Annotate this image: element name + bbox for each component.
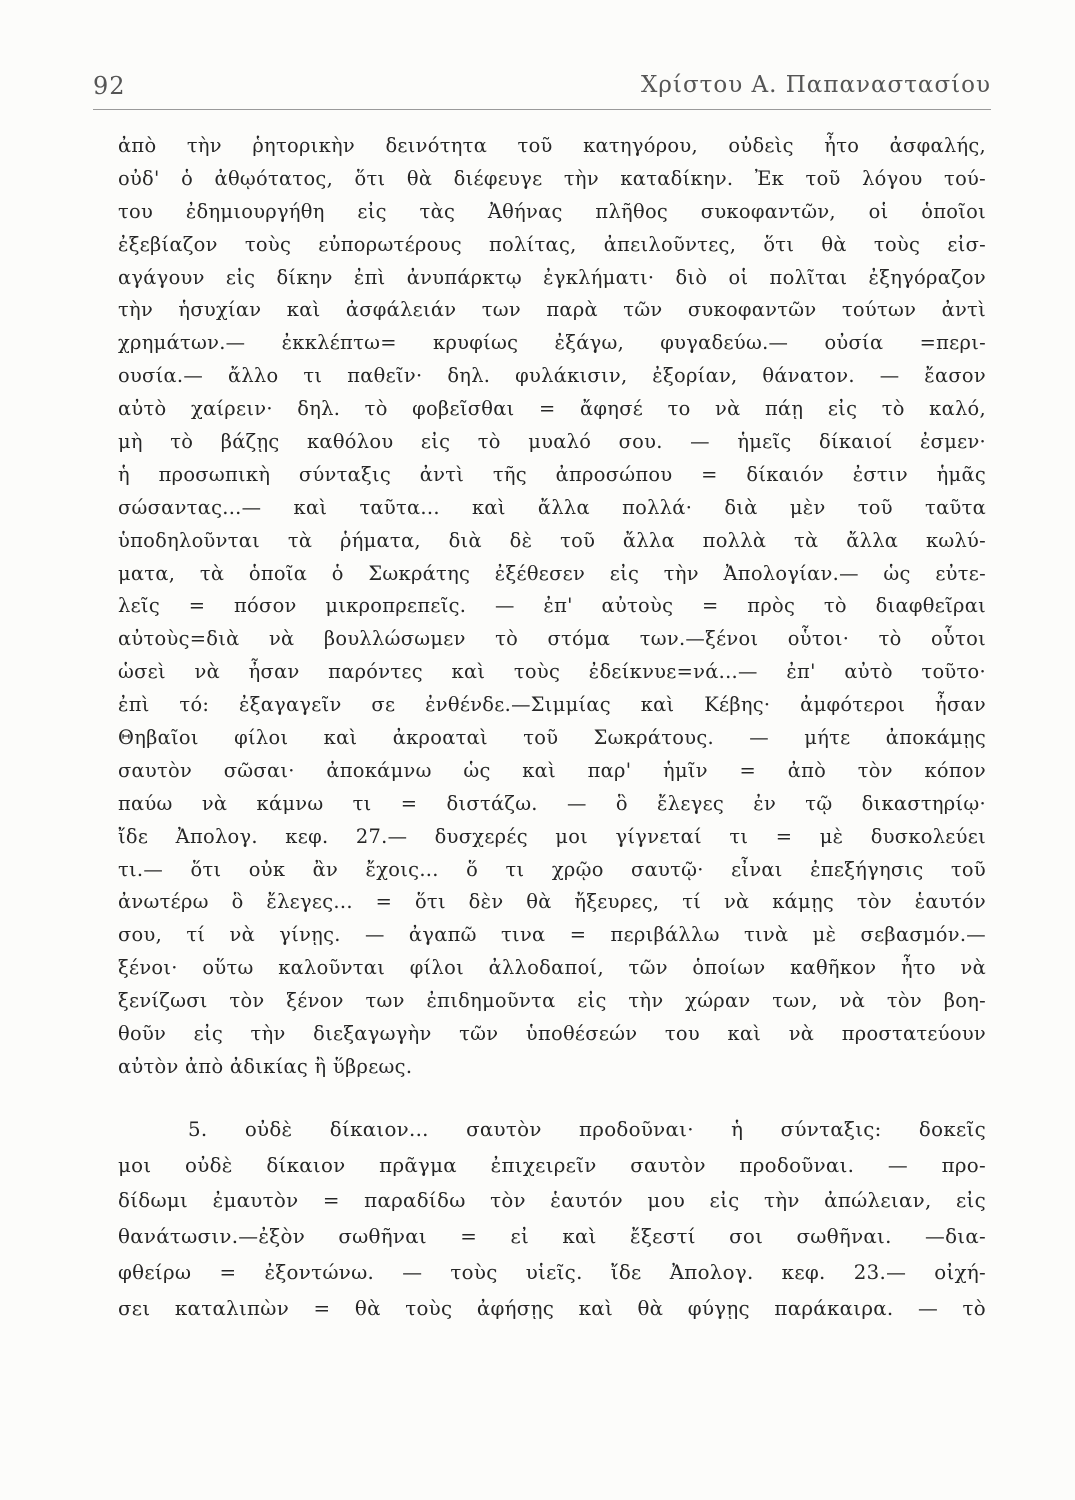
- text-line: ουσία.— ἄλλο τι παθεῖν· δηλ. φυλάκισιν, ἐξορίαν, θάνατον. — ἔασον: [118, 364, 986, 388]
- text-line: ξενίζωσι τὸν ξένον των ἐπιδημοῦντα εἰς τὴν χώραν των, νὰ τὸν βοη-: [118, 989, 986, 1013]
- section-5-line: μοι οὐδὲ δίκαιον πρᾶγμα ἐπιχειρεῖν σαυτὸν προδοῦναι. — προ-: [118, 1153, 986, 1177]
- text-line: του ἐδημιουργήθη εἰς τὰς Ἀθήνας πλῆθος συκοφαντῶν, οἱ ὁποῖοι: [118, 199, 986, 223]
- text-line: αὐτοὺς=διὰ νὰ βουλλώσωμεν τὸ στόμα των.—ξένοι οὗτοι· τὸ οὗτοι: [118, 627, 986, 651]
- text-line: οὐδ' ὁ ἀθῳότατος, ὅτι θὰ διέφευγε τὴν καταδίκην. Ἐκ τοῦ λόγου τού-: [118, 166, 986, 190]
- text-line: σου, τί νὰ γίνῃς. — ἀγαπῶ τινα = περιβάλλω τινὰ μὲ σεβασμόν.—: [118, 923, 986, 947]
- section-5-line: 5. οὐδὲ δίκαιον... σαυτὸν προδοῦναι· ἡ σύνταξις: δοκεῖς: [188, 1117, 986, 1141]
- text-line: τι.— ὅτι οὐκ ἂν ἔχοις... ὅ τι χρῷο σαυτῷ· εἶναι ἐπεξήγησις τοῦ: [118, 857, 986, 881]
- text-line: σαυτὸν σῶσαι· ἀποκάμνω ὡς καὶ παρ' ἡμῖν = ἀπὸ τὸν κόπον: [118, 758, 986, 782]
- text-line: Θηβαῖοι φίλοι καὶ ἀκροαταὶ τοῦ Σωκράτους. — μήτε ἀποκάμῃς: [118, 726, 986, 750]
- text-line: αγάγουν εἰς δίκην ἐπὶ ἀνυπάρκτῳ ἐγκλήματι· διὸ οἱ πολῖται ἐξηγόραζον: [118, 265, 986, 289]
- commentary-text: [118, 130, 986, 1327]
- text-line: ἀπὸ τὴν ῥητορικὴν δεινότητα τοῦ κατηγόρου, οὐδεὶς ἦτο ἀσφαλής,: [118, 134, 986, 157]
- text-line: ἐξεβίαζον τοὺς εὐπορωτέρους πολίτας, ἀπειλοῦντες, ὅτι θὰ τοὺς εἰσ-: [118, 232, 986, 256]
- text-line: σώσαντας...— καὶ ταῦτα... καὶ ἄλλα πολλά· διὰ μὲν τοῦ ταῦτα: [118, 495, 986, 519]
- text-line: αὐτὸν ἀπὸ ἀδικίας ἢ ὕβρεως.: [118, 1054, 413, 1078]
- running-header: [93, 72, 991, 108]
- text-line: ἀνωτέρω ὃ ἔλεγες... = ὅτι δὲν θὰ ἤξευρες, τί νὰ κάμῃς τὸν ἑαυτόν: [118, 890, 986, 914]
- text-line: παύω νὰ κάμνω τι = διστάζω. — ὃ ἔλεγες ἐν τῷ δικαστηρίῳ·: [118, 791, 986, 815]
- header-rule: [93, 109, 991, 110]
- paragraph-gap: [118, 1084, 986, 1112]
- section-5-line: δίδωμι ἐμαυτὸν = παραδίδω τὸν ἑαυτόν μου εἰς τὴν ἀπώλειαν, εἰς: [118, 1189, 986, 1213]
- text-line: ξένοι· οὕτω καλοῦνται φίλοι ἀλλοδαποί, τῶν ὁποίων καθῆκον ἦτο νὰ: [118, 956, 986, 980]
- text-line: ματα, τὰ ὁποῖα ὁ Σωκράτης ἐξέθεσεν εἰς τὴν Ἀπολογίαν.— ὡς εὐτε-: [118, 561, 986, 585]
- section-5-line: φθείρω = ἐξοντώνω. — τοὺς υἱεῖς. ἴδε Ἀπολογ. κεφ. 23.— οἰχή-: [118, 1261, 986, 1285]
- running-title: Χρίστου Α. Παπαναστασίου: [641, 72, 991, 98]
- text-line: τὴν ἡσυχίαν καὶ ἀσφάλειάν των παρὰ τῶν συκοφαντῶν τούτων ἀντὶ: [118, 298, 986, 322]
- text-line: ἐπὶ τό: ἐξαγαγεῖν σε ἐνθένδε.—Σιμμίας καὶ Κέβης· ἀμφότεροι ἦσαν: [118, 693, 986, 717]
- text-line: ὡσεὶ νὰ ἦσαν παρόντες καὶ τοὺς ἐδείκνυε=νά...— ἐπ' αὐτὸ τοῦτο·: [118, 660, 986, 684]
- text-line: ἡ προσωπικὴ σύνταξις ἀντὶ τῆς ἀπροσώπου = δίκαιόν ἐστιν ἡμᾶς: [118, 462, 986, 486]
- text-line: αὐτὸ χαίρειν· δηλ. τὸ φοβεῖσθαι = ἄφησέ το νὰ πάῃ εἰς τὸ καλό,: [118, 397, 986, 421]
- text-line: θοῦν εἰς τὴν διεξαγωγὴν τῶν ὑποθέσεών του καὶ νὰ προστατεύουν: [118, 1022, 986, 1046]
- text-line: ὑποδηλοῦνται τὰ ῥήματα, διὰ δὲ τοῦ ἄλλα πολλὰ τὰ ἄλλα κωλύ-: [118, 528, 986, 552]
- text-line: μὴ τὸ βάζῃς καθόλου εἰς τὸ μυαλό σου. — ἡμεῖς δίκαιοί ἐσμεν·: [118, 430, 986, 454]
- text-line: ἴδε Ἀπολογ. κεφ. 27.— δυσχερές μοι γίγνεταί τι = μὲ δυσκολεύει: [118, 824, 986, 848]
- section-5-line: θανάτωσιν.—ἐξὸν σωθῆναι = εἰ καὶ ἔξεστί σοι σωθῆναι. —δια-: [118, 1225, 986, 1249]
- section-5-line: σει καταλιπὼν = θὰ τοὺς ἀφήσῃς καὶ θὰ φύγῃς παράκαιρα. — τὸ: [118, 1296, 986, 1320]
- page-number: 92: [93, 72, 126, 100]
- text-line: λεῖς = πόσον μικροπρεπεῖς. — ἐπ' αὐτοὺς = πρὸς τὸ διαφθεῖραι: [118, 594, 986, 618]
- text-line: χρημάτων.— ἐκκλέπτω= κρυφίως ἐξάγω, φυγαδεύω.— οὐσία =περι-: [118, 331, 986, 355]
